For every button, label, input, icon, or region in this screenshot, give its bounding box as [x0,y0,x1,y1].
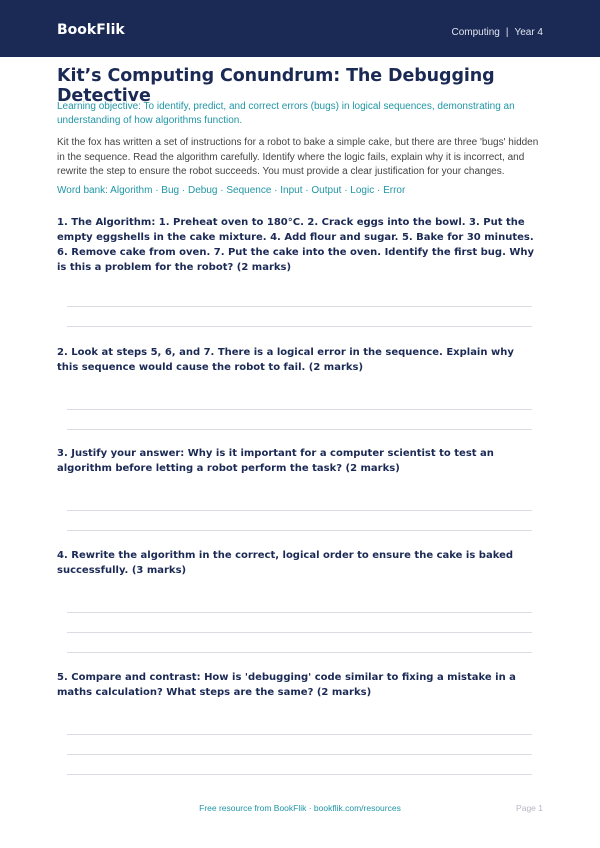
footer-text: Free resource from BookFlik · bookflik.com/resources [199,803,401,813]
question-4: 4. Rewrite the algorithm in the correct, logical order to ensure the cake is baked successfully. (3 marks) [57,550,514,576]
subject-label: Computing [451,27,500,38]
question-5: 5. Compare and contrast: How is 'debugging' code similar to fixing a mistake in a maths calculation? What steps are the same? (2 marks) [57,672,516,698]
intro-paragraph: Kit the fox has written a set of instructions for a robot to bake a simple cake, but there are three 'bugs' hidden in the sequence. Read the algorithm carefully. Identify where the logic fails, explain why it is incorrect, and rewrite the step to ensure the robot succeeds. You must provide a clear justification for your changes. [57,137,539,177]
answer-line[interactable] [67,326,532,327]
answer-line[interactable] [67,612,532,613]
answer-line[interactable] [67,429,532,430]
subject-year-label [451,27,543,38]
header-separator: | [505,27,509,38]
answer-line[interactable] [67,306,532,307]
year-label: Year 4 [514,27,543,38]
learning-objective: Learning objective: To identify, predict, and correct errors (bugs) in logical sequences, demonstrating an understanding of how algorithms function. [57,101,515,126]
answer-line[interactable] [67,652,532,653]
answer-line[interactable] [67,510,532,511]
page-header [0,0,600,57]
question-2: 2. Look at steps 5, 6, and 7. There is a logical error in the sequence. Explain why this sequence would cause the robot to fail. (2 marks) [57,347,514,373]
answer-line[interactable] [67,774,532,775]
question-1: 1. The Algorithm: 1. Preheat oven to 180°C. 2. Crack eggs into the bowl. 3. Put the empty eggshells in the cake mixture. 4. Add flour and sugar. 5. Bake for 30 minutes. 6. Remove cake from oven. 7. Put the cake into the oven. Identify the first bug. Why is this a problem for the robot? (2 marks) [57,217,535,273]
answer-line[interactable] [67,409,532,410]
page-title: Kit’s Computing Conundrum: The Debugging Detective [57,66,495,106]
answer-line[interactable] [67,530,532,531]
question-3: 3. Justify your answer: Why is it important for a computer scientist to test an algorithm before letting a robot perform the task? (2 marks) [57,448,494,474]
answer-line[interactable] [67,632,532,633]
brand-logo: BookFlik [57,22,125,38]
answer-line[interactable] [67,754,532,755]
answer-line[interactable] [67,734,532,735]
page-number: Page 1 [516,803,543,813]
word-bank: Word bank: Algorithm · Bug · Debug · Sequence · Input · Output · Logic · Error [57,185,406,196]
